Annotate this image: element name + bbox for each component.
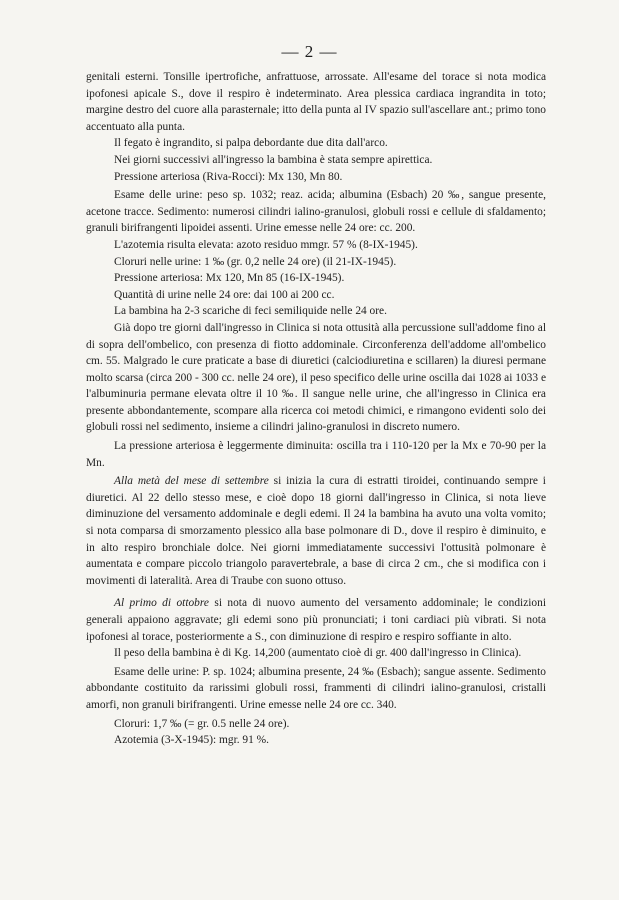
paragraph-blood-pressure-2: Pressione arteriosa: Mx 120, Mn 85 (16-IX-1945).: [114, 272, 345, 285]
paragraph-urine-exam-2: Esame delle urine: P. sp. 1024; albumina presente, 24 ‰ (Esbach); sangue assente. Sedimento abbondante costituito da rarissimi globuli rossi, frammenti di cilindri ialino-granulosi, cristalli amorfi, non granuli birifrangenti. Urine emesse nelle 24 ore cc. 340.: [86, 665, 546, 711]
page-number: — 2 —: [281, 42, 338, 61]
paragraph-liver: Il fegato è ingrandito, si palpa debordante due dita dall'arco.: [114, 137, 388, 150]
paragraph-october: [86, 595, 546, 645]
paragraph-september-text: si inizia la cura di estratti tiroidei, continuando sempre i diuretici. Al 22 dello stesso mese, e cioè dopo 18 giorni dall'ingresso in Clinica, si nota lieve diminuzione del versamento addominale e degli edemi. Il 24 la bambina ha avuto una volta vomito; si nota comparsa di smorzamento plessico alla base polmonare di D., dove il respiro è diminuito, e in alto respiro bronchiale dolce. Nei giorni immediatamente successivi l'ottusità polmonare è aumentata e compare piccolo triangolo paravertebrale, a base di circa 2 cm., che si modifica con i movimenti di lateralità. Area di Traube con suono ottuso.: [86, 475, 546, 587]
paragraph-chlorides-2: Cloruri: 1,7 ‰ (= gr. 0.5 nelle 24 ore).: [114, 717, 290, 730]
paragraph-blood-pressure-3: La pressione arteriosa è leggermente diminuita: oscilla tra i 110-120 per la Mx e 70-90 per la Mn.: [86, 440, 546, 469]
paragraph-blood-pressure-1: Pressione arteriosa (Riva-Rocci): Mx 130, Mn 80.: [114, 170, 343, 183]
emphasis-mid-september: Alla metà del mese di settembre: [114, 475, 269, 488]
paragraph-urine-quantity: Quantità di urine nelle 24 ore: dai 100 ai 200 cc.: [114, 288, 335, 301]
paragraph-chlorides-1: Cloruri nelle urine: 1 ‰ (gr. 0,2 nelle 24 ore) (il 21-IX-1945).: [114, 255, 397, 268]
paragraph-urine-exam-1: Esame delle urine: peso sp. 1032; reaz. acida; albumina (Esbach) 20 ‰, sangue presente, acetone tracce. Sedimento: numerosi cilindri ialino-granulosi, globuli rossi e cellule di sfaldamento; granuli birifrangenti lipoidei assenti. Urine emesse nelle 24 ore: cc. 200.: [86, 189, 546, 235]
paragraph-azotemia-1: L'azotemia risulta elevata: azoto residuo mmgr. 57 % (8-IX-1945).: [114, 238, 418, 251]
body-text: [86, 69, 546, 749]
paragraph-october-text: si nota di nuovo aumento del versamento addominale; le condizioni generali appaiono aggravate; gli edemi sono più pronunciati; i toni cardiaci più vibrati. Si nota ipofonesi al torace, posteriormente a S., con diminuzione di respiro e respiro soffiante in alto.: [86, 597, 546, 643]
paragraph-azotemia-2: Azotemia (3-X-1945): mgr. 91 %.: [114, 734, 270, 747]
emphasis-early-october: Al primo di ottobre: [114, 597, 209, 610]
paragraph-weight: Il peso della bambina è di Kg. 14,200 (aumentato cioè di gr. 400 dall'ingresso in Clinica).: [114, 647, 522, 660]
paragraph-ascites: Già dopo tre giorni dall'ingresso in Clinica si nota ottusità alla percussione sull'addome fino al di sopra dell'ombelico, con presenza di fiotto addominale. Circonferenza dell'addome all'ombelico cm. 55. Malgrado le cure praticate a base di diuretici (calciodiuretina e scillaren) la diuresi permane molto scarsa (circa 200 - 300 cc. nelle 24 ore), il peso specifico delle urine oscilla dai 1028 ai 1033 e l'albuminuria permane elevata oltre il 10 ‰. Il sangue nelle urine, che all'ingresso in Clinica era presente abbondantemente, scompare alla ricerca coi metodi chimici, e rimangono evidenti solo dei globuli rossi nel sedimento, insieme a cilindri jalino-granulosi in discreto numero.: [86, 321, 546, 434]
paragraph-stools: La bambina ha 2-3 scariche di feci semiliquide nelle 24 ore.: [114, 305, 387, 318]
paragraph-exam-thorax: genitali esterni. Tonsille ipertrofiche, anfrattuose, arrossate. All'esame del torace si nota modica ipofonesi apicale S., dove il respiro è indeterminato. Area plessica cardiaca ingrandita in toto; margine destro del cuore alla parasternale; itto della punta al IV spazio sull'ascellare ant.; primo tono accentuato alla punta.: [86, 71, 546, 133]
paragraph-september: [86, 473, 546, 589]
paragraph-apyretic: Nei giorni successivi all'ingresso la bambina è stata sempre apirettica.: [114, 153, 433, 166]
